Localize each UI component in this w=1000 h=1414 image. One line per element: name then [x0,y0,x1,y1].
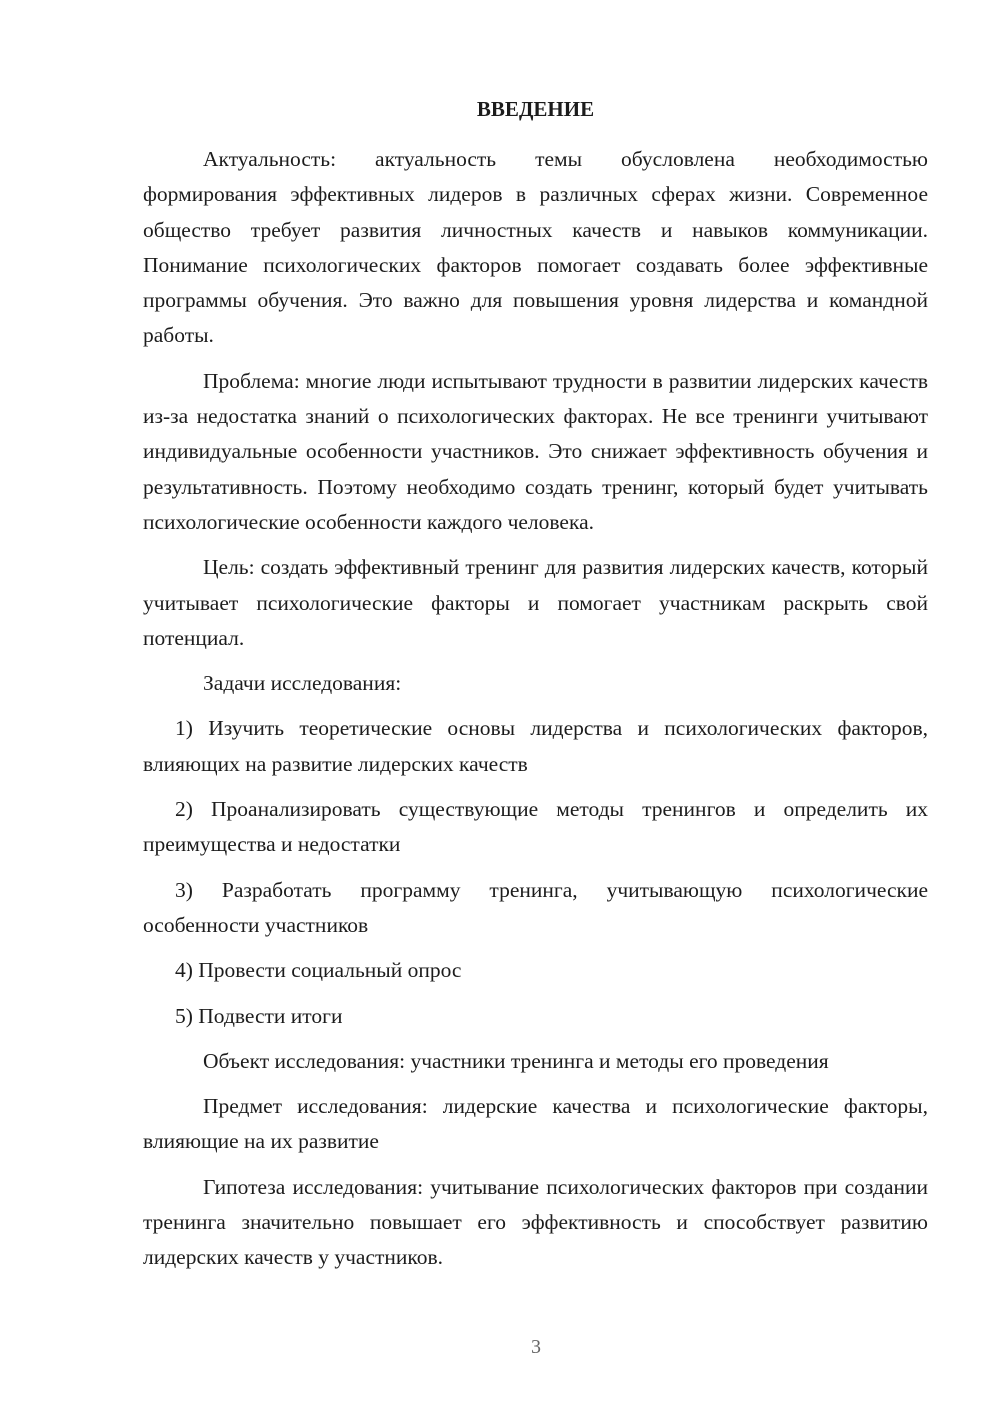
paragraph-problem: Проблема: многие люди испытывают трудности в развитии лидерских качеств из-за недостатка знаний о психологических факторах. Не все тренинги учитывают индивидуальные особенности участников. Это снижает эффективность обучения и результативность. Поэтому необходимо создать тренинг, который будет учитывать психологические особенности каждого человека. [143,368,928,534]
list-item: 4) Провести социальный опрос [175,958,462,983]
paragraph-object: Объект исследования: участники тренинга и методы его проведения [203,1048,829,1073]
task-list [143,711,928,1033]
paragraph-relevance: Актуальность: актуальность темы обусловлена необходимостью формирования эффективных лидеров в различных сферах жизни. Современное общество требует развития личностных качеств и навыков коммуникации. Понимание психологических факторов помогает создавать более эффективные программы обучения. Это важно для повышения уровня лидерства и командной работы. [143,147,928,348]
page-number: 3 [531,1336,541,1358]
paragraph-subject: Предмет исследования: лидерские качества и психологические факторы, влияющие на их развитие [143,1094,928,1154]
list-item: 2) Проанализировать существующие методы тренингов и определить их преимущества и недостатки [143,797,928,857]
document-body [143,142,928,1276]
tasks-heading: Задачи исследования: [203,671,402,696]
list-item: 3) Разработать программу тренинга, учитывающую психологические особенности участников [143,877,928,937]
paragraph-goal: Цель: создать эффективный тренинг для развития лидерских качеств, который учитывает психологические факторы и помогает участникам раскрыть свой потенциал. [143,555,928,650]
list-item: 1) Изучить теоретические основы лидерства и психологических факторов, влияющих на развитие лидерских качеств [143,716,928,776]
list-item: 5) Подвести итоги [175,1003,343,1028]
paragraph-hypothesis: Гипотеза исследования: учитывание психологических факторов при создании тренинга значительно повышает его эффективность и способствует развитию лидерских качеств у участников. [143,1174,928,1270]
page-title: ВВЕДЕНИЕ [476,97,595,121]
